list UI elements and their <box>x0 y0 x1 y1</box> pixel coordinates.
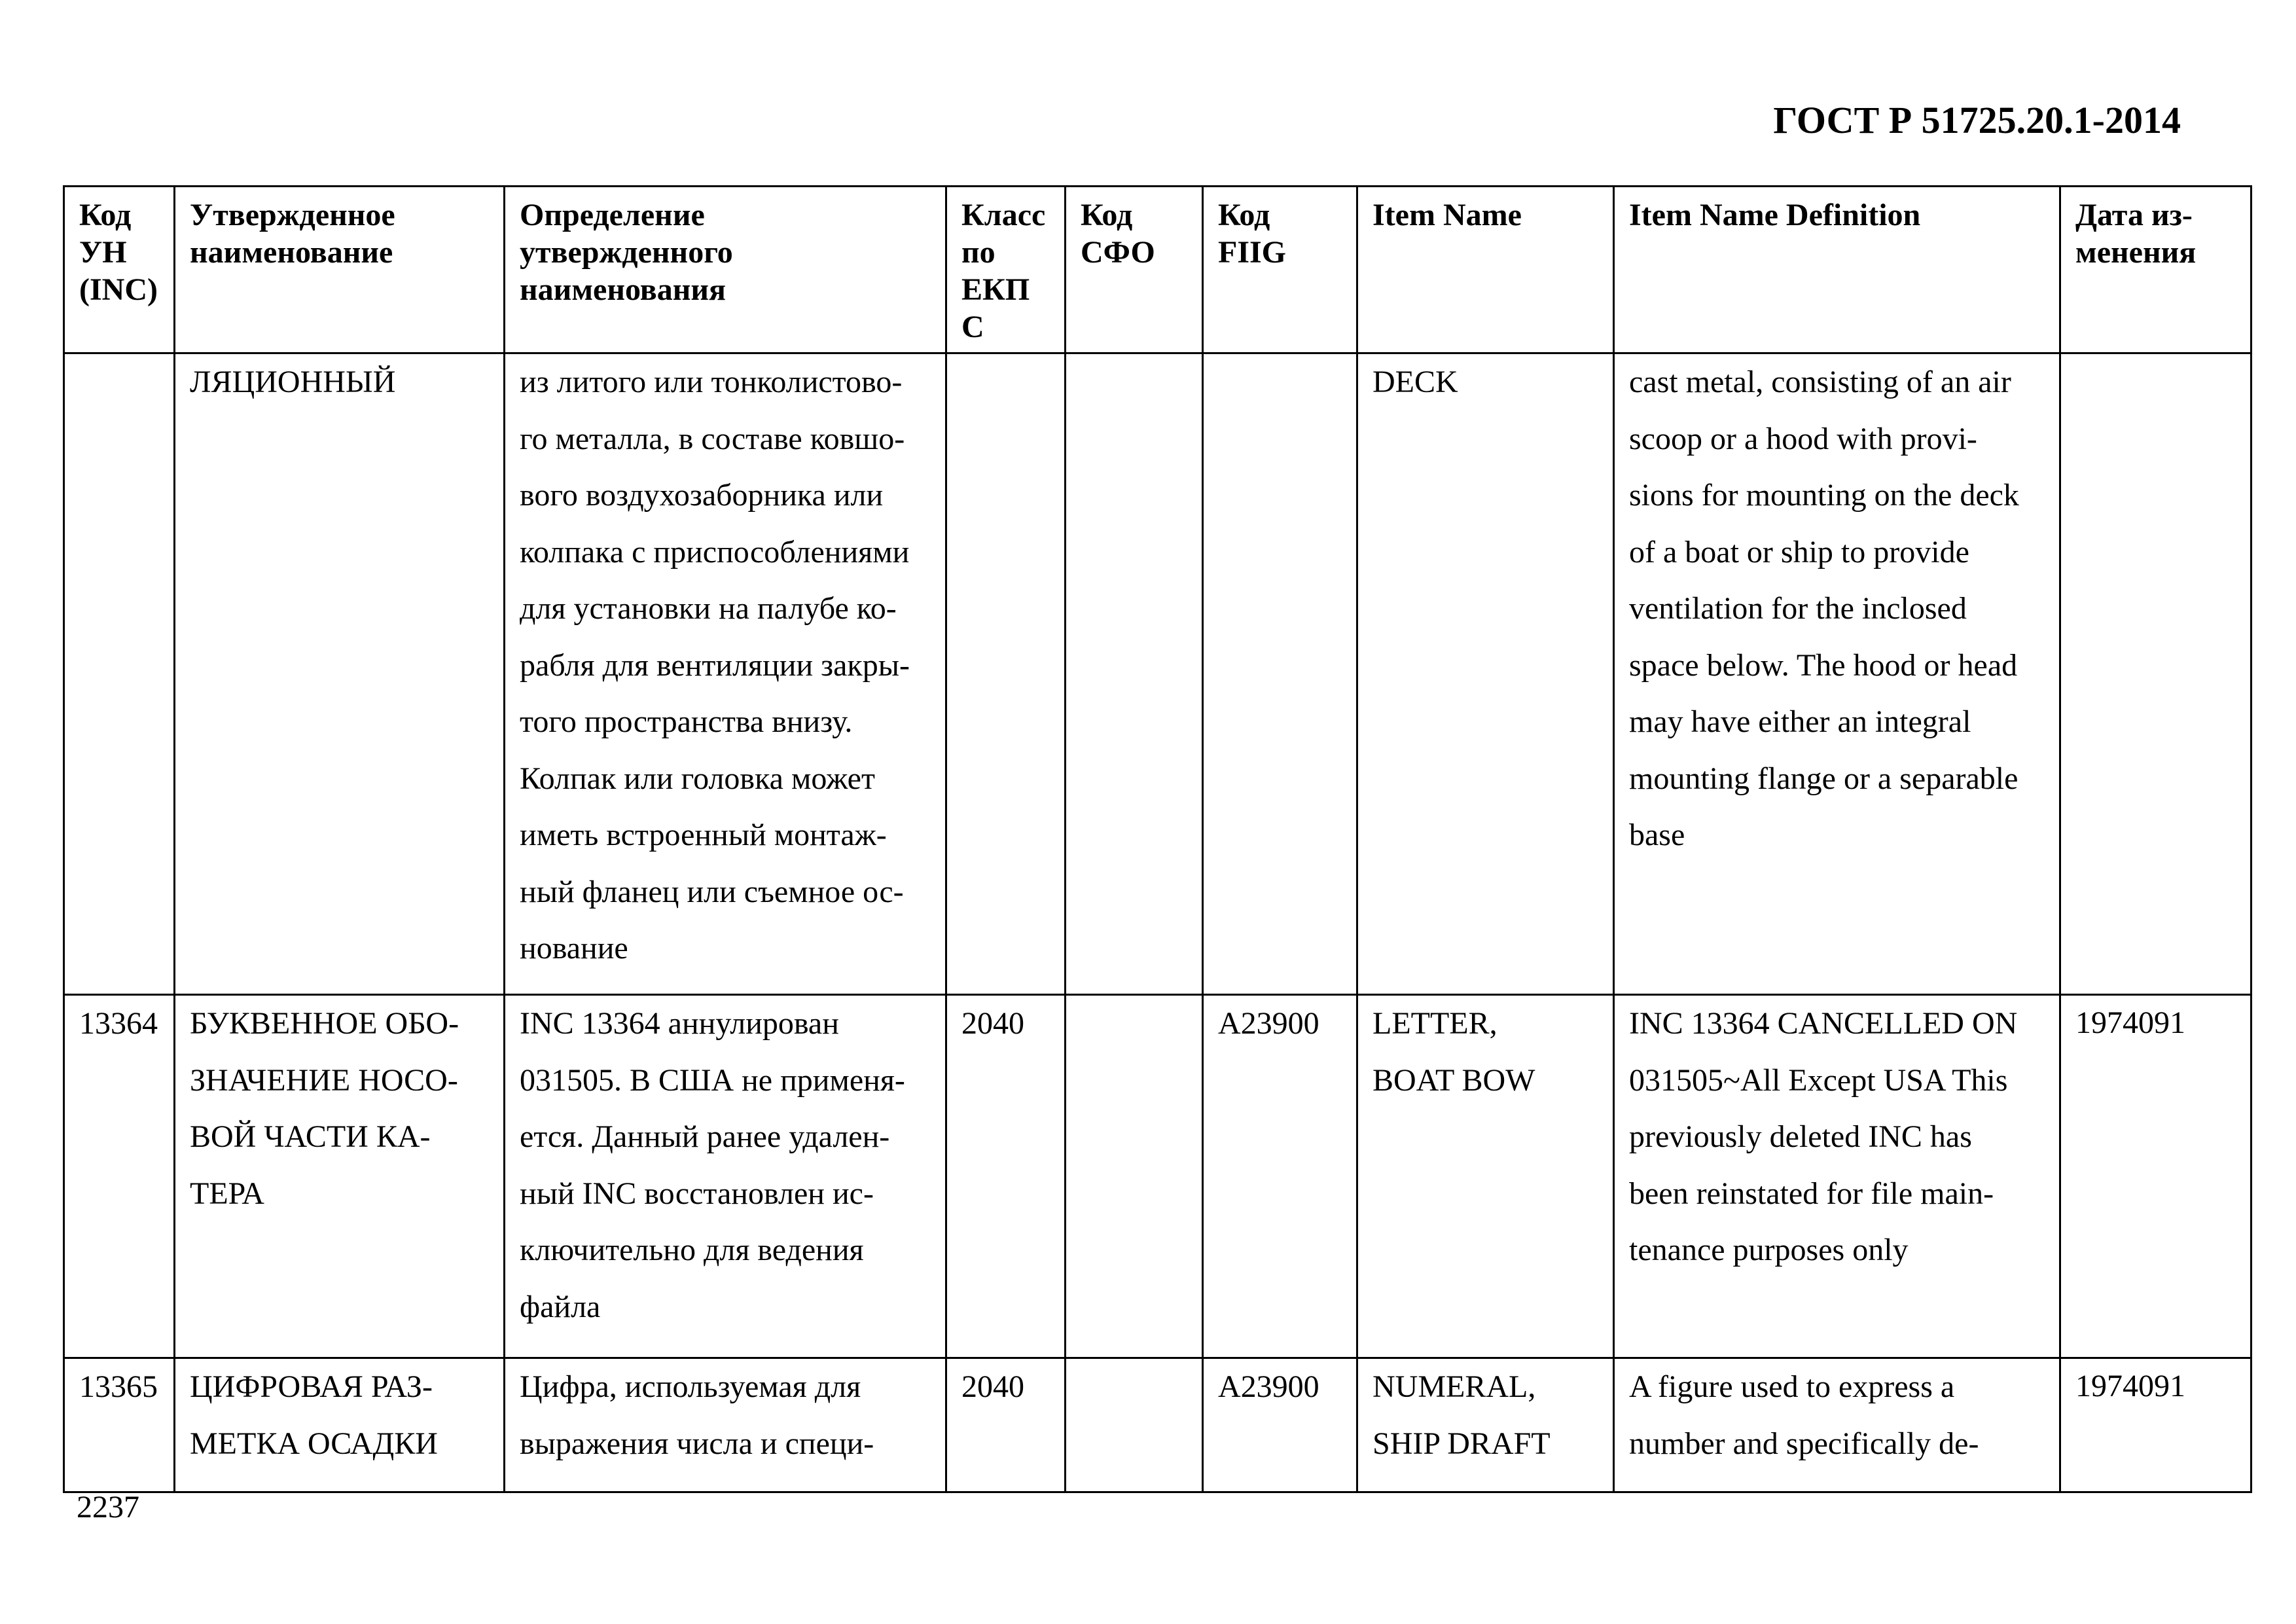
cell-text: INC 13364 аннулирован <box>520 1006 839 1041</box>
cell-text: scoop or a hood with provi- <box>1629 421 1977 456</box>
cell-text: колпака с приспособлениями <box>520 534 910 569</box>
cell-inc <box>64 353 175 995</box>
cell-text: number and specifically de- <box>1629 1426 1979 1461</box>
cell-item-name-definition <box>1614 353 2060 995</box>
cell-fiig-code <box>1203 1358 1357 1492</box>
cell-approved-name <box>175 1358 505 1492</box>
column-header-item-name <box>1357 187 1614 353</box>
column-header-change-date <box>2060 187 2251 353</box>
cell-text: ЛЯЦИОННЫЙ <box>190 365 396 399</box>
cell-text: 1974091 <box>2075 1369 2185 1403</box>
cell-text: выражения числа и специ- <box>520 1426 874 1461</box>
document-code: ГОСТ Р 51725.20.1-2014 <box>1773 99 2181 141</box>
column-header-text: утвержденного <box>520 235 733 270</box>
cell-text: МЕТКА ОСАДКИ <box>190 1426 438 1461</box>
column-header-text: менения <box>2075 235 2197 270</box>
cell-approved-name <box>175 353 505 995</box>
cell-item-name-definition <box>1614 1358 2060 1492</box>
table-header-row <box>64 187 2251 353</box>
column-header-text: Утвержденное <box>190 198 395 232</box>
cell-fiig-code <box>1203 995 1357 1358</box>
cell-text: space below. The hood or head <box>1629 647 2018 683</box>
cell-text: 031505~All Except USA This <box>1629 1062 2008 1098</box>
column-header-approved-name <box>175 187 505 353</box>
cell-ekps-class <box>946 353 1066 995</box>
cell-text: ТЕРА <box>190 1176 264 1211</box>
column-header-text: Код <box>79 198 132 232</box>
cell-text: иметь встроенный монтаж- <box>520 818 887 852</box>
column-header-text: Item Name <box>1372 198 1522 232</box>
cell-text: для установки на палубе ко- <box>520 591 897 626</box>
cell-sfo-code <box>1066 353 1203 995</box>
column-header-item-name-definition <box>1614 187 2060 353</box>
cell-text: ЦИФРОВАЯ РАЗ- <box>190 1369 433 1404</box>
column-header-text: СФО <box>1081 235 1155 270</box>
cell-text: INC 13364 CANCELLED ON <box>1629 1006 2018 1041</box>
cell-ekps-class <box>946 995 1066 1358</box>
cell-text: рабля для вентиляции закры- <box>520 647 910 683</box>
cell-text: mounting flange or a separable <box>1629 761 2018 796</box>
cell-text: base <box>1629 818 1685 852</box>
column-header-text: FIIG <box>1218 235 1287 270</box>
cell-text: of a boat or ship to provide <box>1629 534 1969 569</box>
column-header-text: Код <box>1081 198 1133 232</box>
column-header-text: наименование <box>190 235 393 270</box>
cell-text: 13365 <box>79 1369 158 1404</box>
cell-item-name <box>1357 1358 1614 1492</box>
column-header-text: УН <box>79 235 127 270</box>
column-header-text: С <box>961 310 984 344</box>
table-row <box>64 1358 2251 1492</box>
column-header-text: Дата из- <box>2075 198 2193 232</box>
cell-text: ется. Данный ранее удален- <box>520 1119 890 1154</box>
page-number: 2237 <box>77 1490 139 1525</box>
cell-text: BOAT BOW <box>1372 1062 1535 1098</box>
table-row <box>64 353 2251 995</box>
cell-text: нование <box>520 931 628 965</box>
column-header-definition <box>505 187 946 353</box>
column-header-text: Класс <box>961 198 1046 232</box>
column-header-text: Код <box>1218 198 1270 232</box>
column-header-text: Item Name Definition <box>1629 198 1921 232</box>
column-header-text: наименования <box>520 272 726 307</box>
cell-text: LETTER, <box>1372 1006 1498 1041</box>
cell-text: sions for mounting on the deck <box>1629 478 2019 513</box>
cell-change-date <box>2060 1358 2251 1492</box>
cell-text: NUMERAL, <box>1372 1369 1536 1404</box>
cell-text: 031505. В США не применя- <box>520 1062 905 1098</box>
cell-change-date <box>2060 353 2251 995</box>
cell-text: 2040 <box>961 1006 1024 1041</box>
column-header-text: (INC) <box>79 272 158 307</box>
cell-text: SHIP DRAFT <box>1372 1426 1551 1461</box>
cell-text: A figure used to express a <box>1629 1369 1955 1404</box>
cell-text: been reinstated for file main- <box>1629 1176 1994 1211</box>
column-header-fiig-code <box>1203 187 1357 353</box>
cell-text: DECK <box>1372 365 1458 399</box>
cell-item-name <box>1357 353 1614 995</box>
cell-text: ВОЙ ЧАСТИ КА- <box>190 1119 431 1154</box>
cell-inc <box>64 1358 175 1492</box>
column-header-text: Определение <box>520 198 705 232</box>
cell-text: ЗНАЧЕНИЕ НОСО- <box>190 1062 458 1098</box>
cell-sfo-code <box>1066 995 1203 1358</box>
cell-text: tenance purposes only <box>1629 1233 1909 1267</box>
cell-text: ключительно для ведения <box>520 1233 864 1267</box>
cell-text: may have either an integral <box>1629 704 1971 739</box>
cell-text: из литого или тонколистово- <box>520 365 903 399</box>
cell-definition <box>505 353 946 995</box>
cell-text: Колпак или головка может <box>520 761 875 796</box>
cell-text: файла <box>520 1289 601 1324</box>
cell-item-name-definition <box>1614 995 2060 1358</box>
cell-text: ный INC восстановлен ис- <box>520 1176 874 1211</box>
column-header-inc <box>64 187 175 353</box>
cell-text: A23900 <box>1218 1006 1319 1041</box>
cell-text: Цифра, используемая для <box>520 1369 861 1404</box>
column-header-text: ЕКП <box>961 272 1030 307</box>
table-row <box>64 995 2251 1358</box>
cell-approved-name <box>175 995 505 1358</box>
cell-text: ный фланец или съемное ос- <box>520 874 904 909</box>
cell-text: A23900 <box>1218 1369 1319 1404</box>
cell-text: 2040 <box>961 1369 1024 1404</box>
cell-sfo-code <box>1066 1358 1203 1492</box>
cell-inc <box>64 995 175 1358</box>
cell-text: previously deleted INC has <box>1629 1119 1972 1154</box>
cell-text: вого воздухозаборника или <box>520 478 884 513</box>
cell-text: го металла, в составе ковшо- <box>520 421 905 456</box>
cell-definition <box>505 1358 946 1492</box>
column-header-ekps-class <box>946 187 1066 353</box>
column-header-text: по <box>961 235 996 270</box>
cell-ekps-class <box>946 1358 1066 1492</box>
column-header-sfo-code <box>1066 187 1203 353</box>
cell-text: БУКВЕННОЕ ОБО- <box>190 1006 459 1041</box>
cell-text: 13364 <box>79 1006 158 1041</box>
nomenclature-table <box>63 185 2252 1493</box>
cell-text: 1974091 <box>2075 1005 2185 1040</box>
cell-item-name <box>1357 995 1614 1358</box>
cell-text: ventilation for the inclosed <box>1629 591 1967 626</box>
cell-definition <box>505 995 946 1358</box>
cell-fiig-code <box>1203 353 1357 995</box>
cell-text: того пространства внизу. <box>520 704 853 739</box>
cell-change-date <box>2060 995 2251 1358</box>
cell-text: cast metal, consisting of an air <box>1629 365 2011 399</box>
